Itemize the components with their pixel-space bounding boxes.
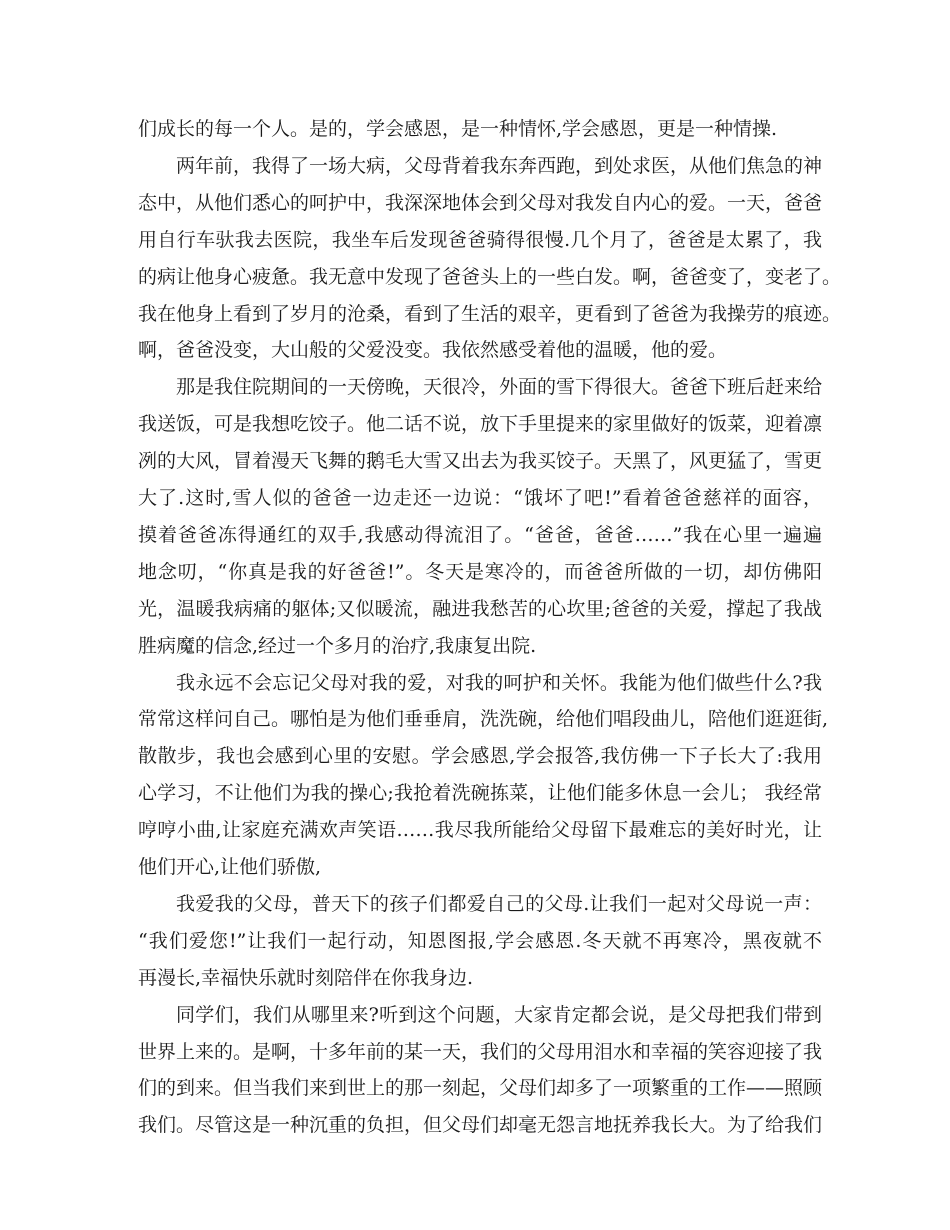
text-line: 两年前，我得了一场大病，父母背着我东奔西跑，到处求医，从他们焦急的神 <box>176 154 823 177</box>
text-line: 我在他身上看到了岁月的沧桑，看到了生活的艰辛，更看到了爸爸为我操劳的痕迹。 <box>138 302 842 325</box>
text-line: 胜病魔的信念,经过一个多月的治疗,我康复出院. <box>138 634 537 657</box>
text-line: 再漫长,幸福快乐就时刻陪伴在你我身边. <box>138 966 474 989</box>
text-line: 世界上来的。是啊，十多年前的某一天，我们的父母用泪水和幸福的笑容迎接了我 <box>138 1040 823 1063</box>
text-line: 冽的大风，冒着漫天飞舞的鹅毛大雪又出去为我买饺子。天黑了，风更猛了，雪更 <box>138 450 823 473</box>
text-line: 们成长的每一个人。是的，学会感恩，是一种情怀,学会感恩，更是一种情操. <box>138 118 778 140</box>
text-line: 我爱我的父母，普天下的孩子们都爱自己的父母.让我们一起对父母说一声： <box>176 892 822 915</box>
text-line: 散散步，我也会感到心里的安慰。学会感恩,学会报答,我仿佛一下子长大了:我用 <box>138 745 822 768</box>
text-line: 态中，从他们悉心的呵护中，我深深地体会到父母对我发自内心的爱。一天，爸爸 <box>138 191 823 214</box>
text-line: 的病让他身心疲惫。我无意中发现了爸爸头上的一些白发。啊，爸爸变了，变老了。 <box>138 265 842 288</box>
text-line: 我送饭，可是我想吃饺子。他二话不说，放下手里提来的家里做好的饭菜，迎着凛 <box>138 413 823 436</box>
text-line: 那是我住院期间的一天傍晚，天很冷，外面的雪下得很大。爸爸下班后赶来给 <box>176 376 823 399</box>
text-line: 我永远不会忘记父母对我的爱，对我的呵护和关怀。我能为他们做些什么?我 <box>176 671 822 694</box>
text-line: 常常这样问自己。哪怕是为他们垂垂肩，洗洗碗，给他们唱段曲儿，陪他们逛逛街, <box>138 708 829 731</box>
text-line: 摸着爸爸冻得通红的双手,我感动得流泪了。“爸爸，爸爸……”我在心里一遍遍 <box>138 523 822 546</box>
text-line: 他们开心,让他们骄傲, <box>138 856 322 878</box>
text-line: 我们。尽管这是一种沉重的负担，但父母们却毫无怨言地抚养我长大。为了给我们 <box>138 1114 823 1137</box>
text-line: 心学习，不让他们为我的操心;我抢着洗碗拣菜，让他们能多休息一会儿； 我经常 <box>138 782 822 805</box>
text-line: 大了.这时,雪人似的爸爸一边走还一边说：“饿坏了吧!”看着爸爸慈祥的面容， <box>138 487 822 509</box>
text-line: 同学们，我们从哪里来?听到这个问题，大家肯定都会说，是父母把我们带到 <box>176 1003 822 1026</box>
text-line: 们的到来。但当我们来到世上的那一刻起，父母们却多了一项繁重的工作——照顾 <box>138 1077 823 1100</box>
text-line: 用自行车驮我去医院，我坐车后发现爸爸骑得很慢.几个月了，爸爸是太累了，我 <box>138 228 822 251</box>
text-line: 地念叨，“你真是我的好爸爸!”。冬天是寒冷的，而爸爸所做的一切，却仿佛阳 <box>138 560 822 583</box>
text-line: 啊，爸爸没变，大山般的父爱没变。我依然感受着他的温暖，他的爱。 <box>138 339 728 362</box>
text-line: “我们爱您!”让我们一起行动，知恩图报,学会感恩.冬天就不再寒冷，黑夜就不 <box>138 929 822 952</box>
text-line: 哼哼小曲,让家庭充满欢声笑语……我尽我所能给父母留下最难忘的美好时光，让 <box>138 819 822 842</box>
text-line: 光，温暖我病痛的躯体;又似暖流，融进我愁苦的心坎里;爸爸的关爱，撑起了我战 <box>138 597 822 620</box>
